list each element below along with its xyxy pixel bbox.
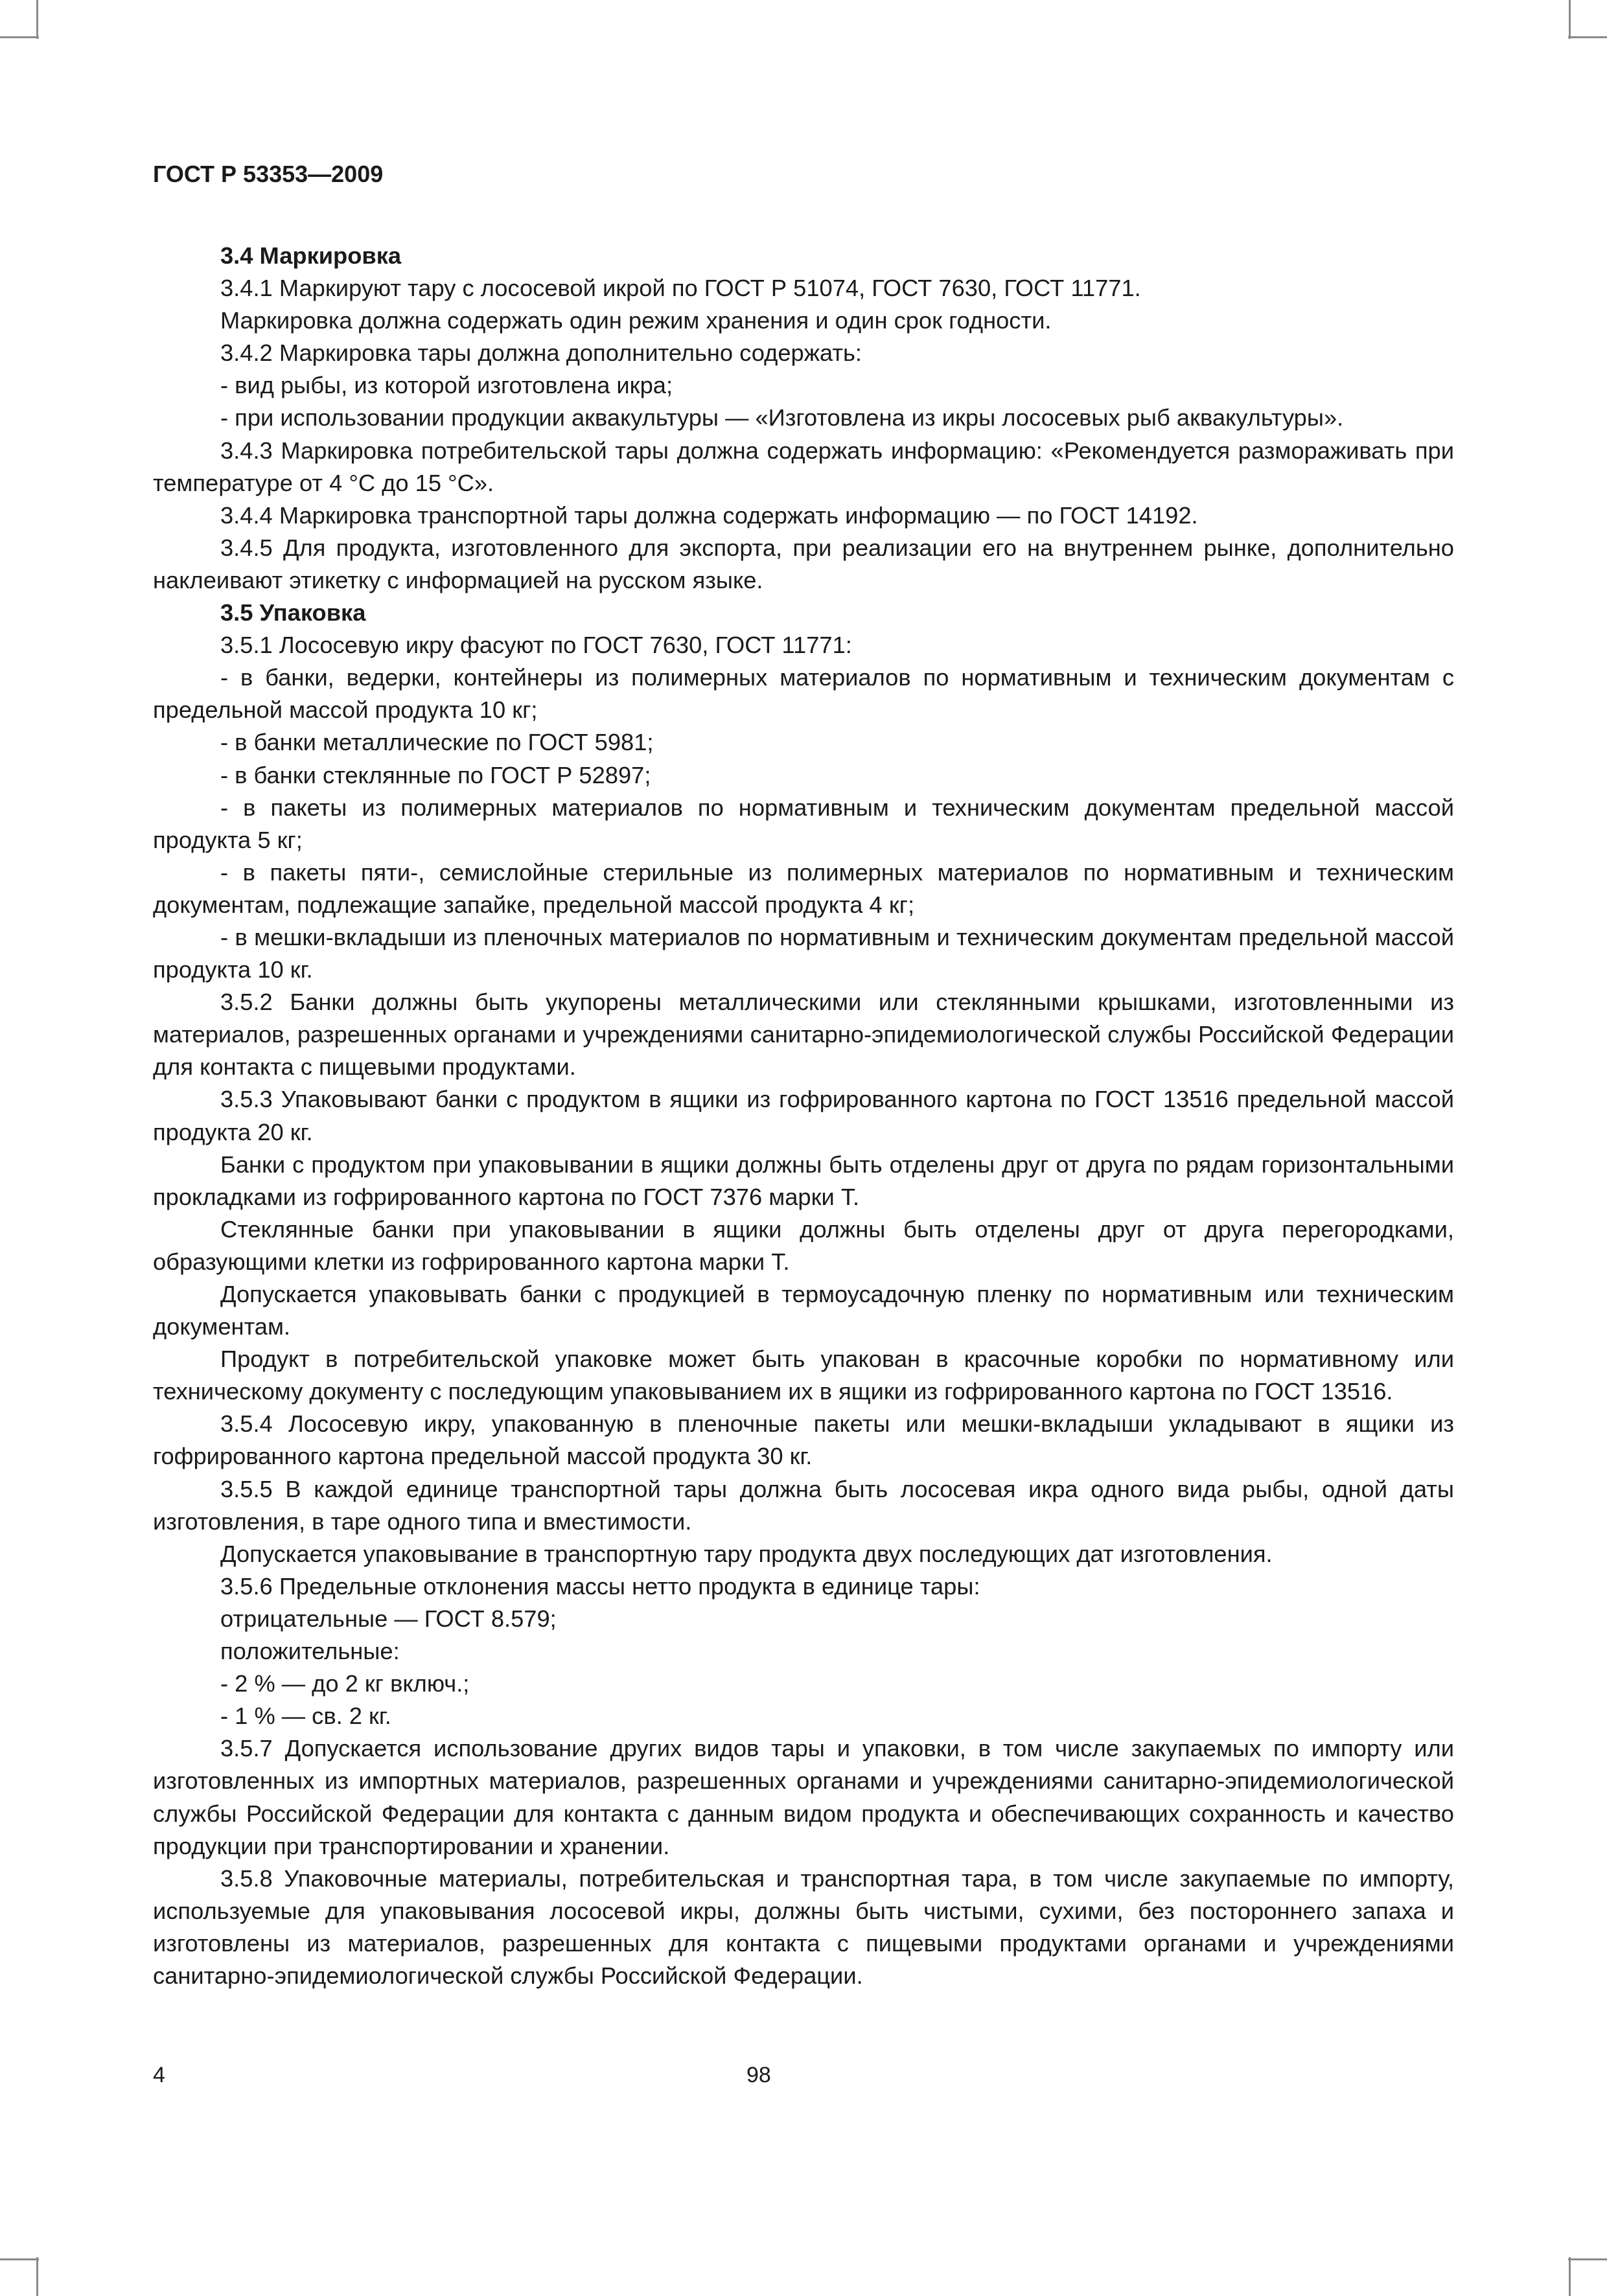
paragraph: 3.5.7 Допускается использование других видов тары и упаковки, в том числе закупаемых по импорту или изготовленных из импортных материалов, разрешенных органами и учреждениями санитарно-эпидемиологической службы Российской Федерации для контакта с данным видом продукта и обеспечивающих сохранность и качество продукции при транспортировании и хранении. (153, 1735, 1454, 1859)
crop-mark (0, 36, 39, 38)
paragraph: Банки с продуктом при упаковывании в ящики должны быть отделены друг от друга по рядам горизонтальными прокладками из гофрированного картона по ГОСТ 7376 марки Т. (153, 1151, 1454, 1210)
crop-mark (1568, 36, 1607, 38)
paragraph: - 1 % — св. 2 кг. (220, 1703, 391, 1730)
paragraph: - в банки стеклянные по ГОСТ Р 52897; (220, 761, 651, 788)
paragraph: - в пакеты пяти-, семислойные стерильные из полимерных материалов по нормативным и техническим документам, подлежащие запайке, предельной массой продукта 4 кг; (153, 858, 1454, 918)
paragraph: 3.4.1 Маркируют тару с лососевой икрой по ГОСТ Р 51074, ГОСТ 7630, ГОСТ 11771. (220, 275, 1141, 302)
paragraph: Допускается упаковывание в транспортную тару продукта двух последующих дат изготовления. (220, 1540, 1273, 1567)
paragraph: Допускается упаковывать банки с продукцией в термоусадочную пленку по нормативным или техническим документам. (153, 1281, 1454, 1340)
paragraph: отрицательные — ГОСТ 8.579; (220, 1605, 557, 1632)
crop-mark (36, 2257, 38, 2296)
crop-mark (36, 0, 38, 39)
paragraph: - в банки, ведерки, контейнеры из полимерных материалов по нормативным и техническим документам с предельной массой продукта 10 кг; (153, 664, 1454, 724)
paragraph: - при использовании продукции аквакультуры — «Изготовлена из икры лососевых рыб аквакультуры». (220, 404, 1344, 431)
paragraph: 3.4.3 Маркировка потребительской тары должна содержать информацию: «Рекомендуется размораживать при температуре от 4 °С до 15 °С». (153, 437, 1454, 496)
document-body (153, 240, 1454, 1992)
paragraph: 3.4.5 Для продукта, изготовленного для экспорта, при реализации его на внутреннем рынке, дополнительно наклеивают этикетку с информацией на русском языке. (153, 534, 1454, 593)
paragraph: Маркировка должна содержать один режим хранения и один срок годности. (220, 307, 1052, 334)
crop-mark (1569, 0, 1571, 39)
paragraph: положительные: (220, 1638, 400, 1665)
paragraph: 3.5.5 В каждой единице транспортной тары должна быть лососевая икра одного вида рыбы, одной даты изготовления, в таре одного типа и вместимости. (153, 1475, 1454, 1535)
paragraph: 3.5.3 Упаковывают банки с продуктом в ящики из гофрированного картона по ГОСТ 13516 предельной массой продукта 20 кг. (153, 1086, 1454, 1145)
section-heading: 3.4 Маркировка (220, 242, 402, 269)
page-number: 4 (153, 2063, 165, 2087)
paragraph: - в банки металлические по ГОСТ 5981; (220, 729, 654, 756)
crop-mark (0, 2258, 39, 2260)
paragraph: - вид рыбы, из которой изготовлена икра; (220, 372, 673, 399)
paragraph: 3.5.8 Упаковочные материалы, потребительская и транспортная тара, в том числе закупаемые по импорту, используемые для упаковывания лососевой икры, должны быть чистыми, сухими, без постороннего запаха и изготовлены из материалов, разрешенных для контакта с пищевыми продуктами органами и учреждениями санитарно-эпидемиологической службы Российской Федерации. (153, 1865, 1454, 1989)
paragraph: 3.5.4 Лососевую икру, упакованную в пленочные пакеты или мешки-вкладыши укладывают в ящики из гофрированного картона предельной массой продукта 30 кг. (153, 1410, 1454, 1470)
paragraph: - в мешки-вкладыши из пленочных материалов по нормативным и техническим документам предельной массой продукта 10 кг. (153, 923, 1454, 983)
crop-mark (1569, 2257, 1571, 2296)
paragraph: 3.4.2 Маркировка тары должна дополнительно содержать: (220, 339, 862, 367)
paragraph: 3.5.1 Лососевую икру фасуют по ГОСТ 7630, ГОСТ 11771: (220, 632, 852, 659)
section-heading: 3.5 Упаковка (220, 599, 366, 626)
paragraph: Стеклянные банки при упаковывании в ящики должны быть отделены друг от друга перегородками, образующими клетки из гофрированного картона марки Т. (153, 1215, 1454, 1275)
sheet-number: 98 (746, 2063, 771, 2087)
crop-mark (1568, 2258, 1607, 2260)
paragraph: Продукт в потребительской упаковке может быть упакован в красочные коробки по нормативному или техническому документу с последующим упаковыванием их в ящики из гофрированного картона по ГОСТ 13516. (153, 1346, 1454, 1405)
paragraph: 3.5.6 Предельные отклонения массы нетто продукта в единице тары: (220, 1572, 980, 1600)
paragraph: - в пакеты из полимерных материалов по нормативным и техническим документам предельной массой продукта 5 кг; (153, 794, 1454, 853)
document-number: ГОСТ Р 53353—2009 (153, 161, 384, 187)
paragraph: 3.4.4 Маркировка транспортной тары должна содержать информацию — по ГОСТ 14192. (220, 501, 1198, 529)
paragraph: - 2 % — до 2 кг включ.; (220, 1670, 470, 1697)
paragraph: 3.5.2 Банки должны быть укупорены металлическими или стеклянными крышками, изготовленными из материалов, разрешенных органами и учреждениями санитарно-эпидемиологической службы Российской Федерации для контакта с пищевыми продуктами. (153, 989, 1454, 1081)
